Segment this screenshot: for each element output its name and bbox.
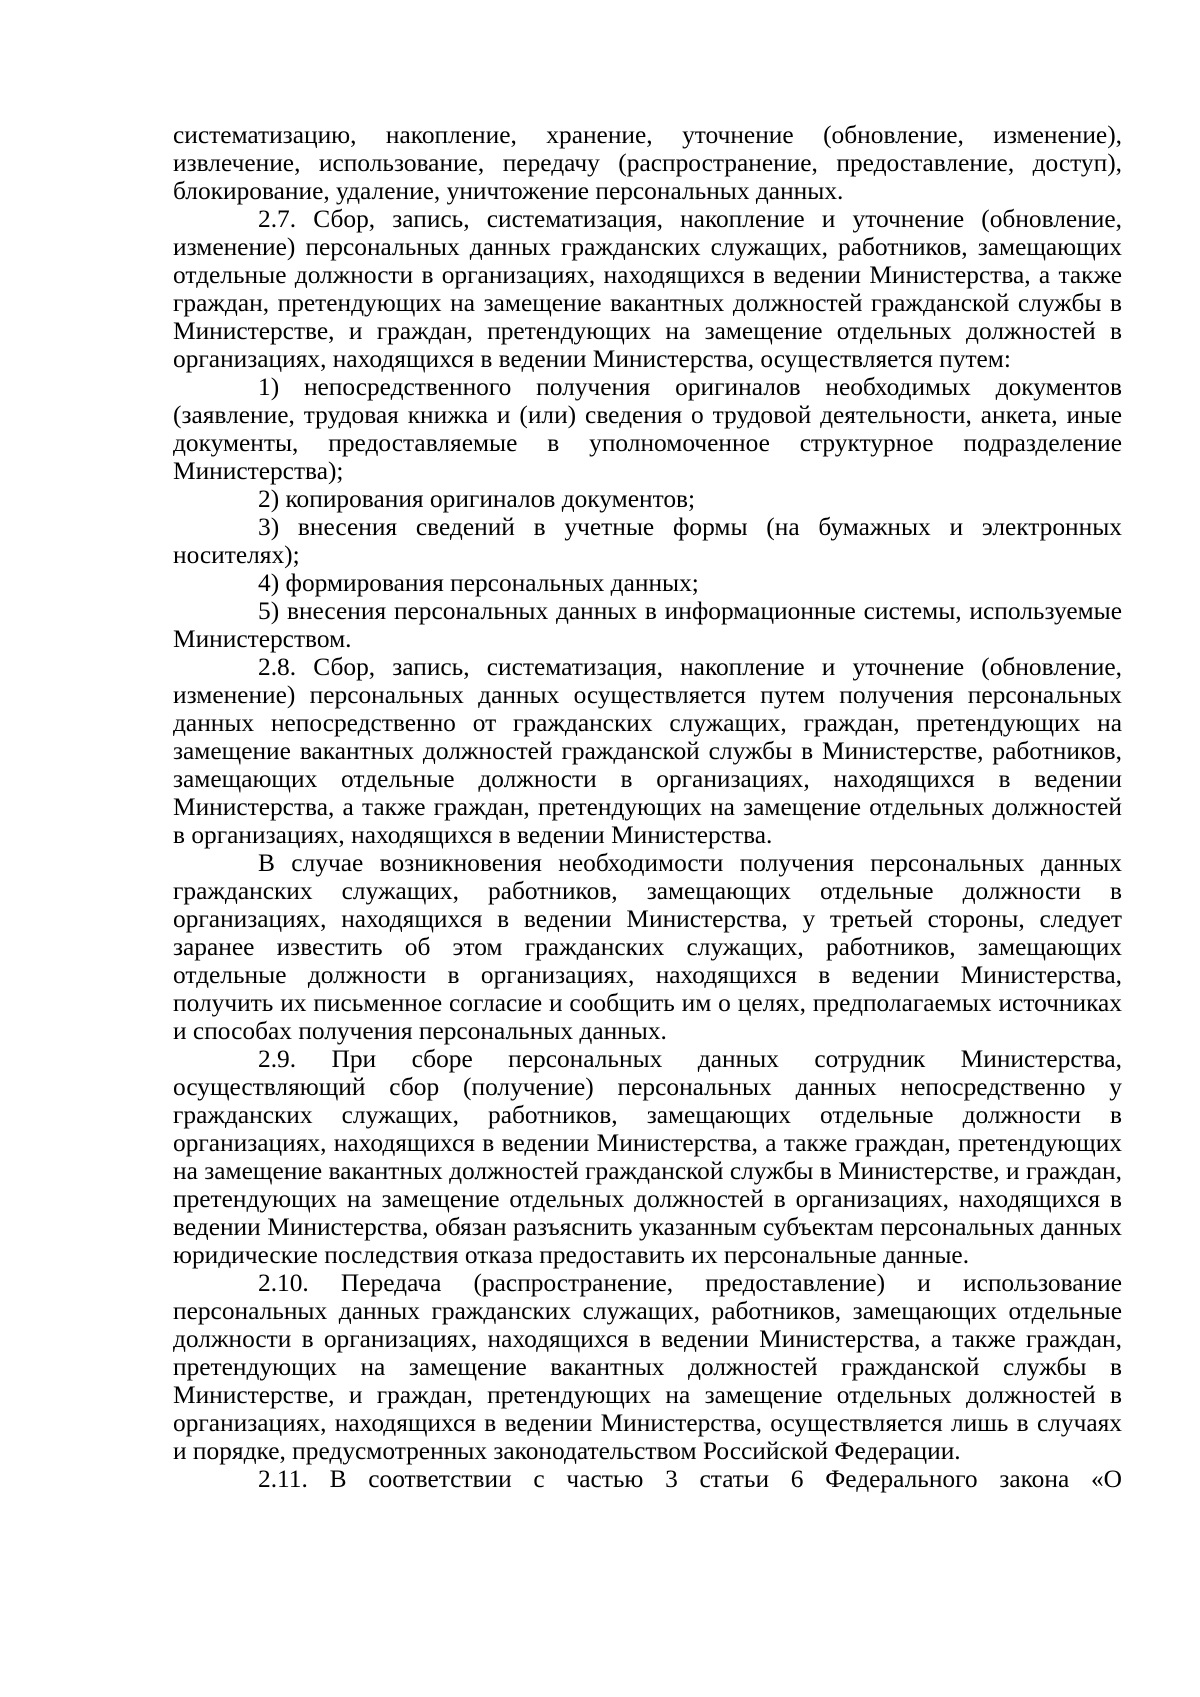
list-item-2: 2) копирования оригиналов документов; — [258, 485, 696, 513]
paragraph-2-8: 2.8. Сбор, запись, систематизация, накопление и уточнение (обновление, изменение) персональных данных осуществляется путем получения персональных данных непосредственно от гражданских служащих, граждан, претендующих на замещение вакантных должностей гражданской службы в Министерстве, работников, замещающих отдельные должности в организациях, находящихся в ведении Министерства, а также граждан, претендующих на замещение отдельных должностей в организациях, находящихся в ведении Министерства. — [173, 653, 1122, 849]
list-item-3: 3) внесения сведений в учетные формы (на бумажных и электронных носителях); — [173, 513, 1122, 569]
paragraph-2-7: 2.7. Сбор, запись, систематизация, накопление и уточнение (обновление, изменение) персональных данных гражданских служащих, работников, замещающих отдельные должности в организациях, находящихся в ведении Министерства, а также граждан, претендующих на замещение вакантных должностей гражданской службы в Министерстве, и граждан, претендующих на замещение отдельных должностей в организациях, находящихся в ведении Министерства, осуществляется путем: — [173, 205, 1122, 373]
list-item-1: 1) непосредственного получения оригиналов необходимых документов (заявление, трудовая книжка и (или) сведения о трудовой деятельности, анкета, иные документы, предоставляемые в уполномоченное структурное подразделение Министерства); — [173, 373, 1122, 485]
list-item-5: 5) внесения персональных данных в информационные системы, используемые Министерством. — [173, 597, 1122, 653]
paragraph-2-10: 2.10. Передача (распространение, предоставление) и использование персональных данных гражданских служащих, работников, замещающих отдельные должности в организациях, находящихся в ведении Министерства, а также граждан, претендующих на замещение вакантных должностей гражданской службы в Министерстве, и граждан, претендующих на замещение отдельных должностей в организациях, находящихся в ведении Министерства, осуществляется лишь в случаях и порядке, предусмотренных законодательством Российской Федерации. — [173, 1269, 1122, 1465]
paragraph-continuation: систематизацию, накопление, хранение, уточнение (обновление, изменение), извлечение, использование, передачу (распространение, предоставление, доступ), блокирование, удаление, уничтожение персональных данных. — [173, 121, 1122, 205]
paragraph-2-9: 2.9. При сборе персональных данных сотрудник Министерства, осуществляющий сбор (получение) персональных данных непосредственно у гражданских служащих, работников, замещающих отдельные должности в организациях, находящихся в ведении Министерства, а также граждан, претендующих на замещение вакантных должностей гражданской службы в Министерстве, и граждан, претендующих на замещение отдельных должностей в организациях, находящихся в ведении Министерства, обязан разъяснить указанным субъектам персональных данных юридические последствия отказа предоставить их персональные данные. — [173, 1045, 1122, 1269]
document-page — [173, 121, 1122, 1493]
paragraph-third-party: В случае возникновения необходимости получения персональных данных гражданских служащих, работников, замещающих отдельные должности в организациях, находящихся в ведении Министерства, у третьей стороны, следует заранее известить об этом гражданских служащих, работников, замещающих отдельные должности в организациях, находящихся в ведении Министерства, получить их письменное согласие и сообщить им о целях, предполагаемых источниках и способах получения персональных данных. — [173, 849, 1122, 1045]
list-item-4: 4) формирования персональных данных; — [258, 569, 699, 597]
paragraph-2-11: 2.11. В соответствии с частью 3 статьи 6 Федерального закона «О — [258, 1465, 1122, 1493]
